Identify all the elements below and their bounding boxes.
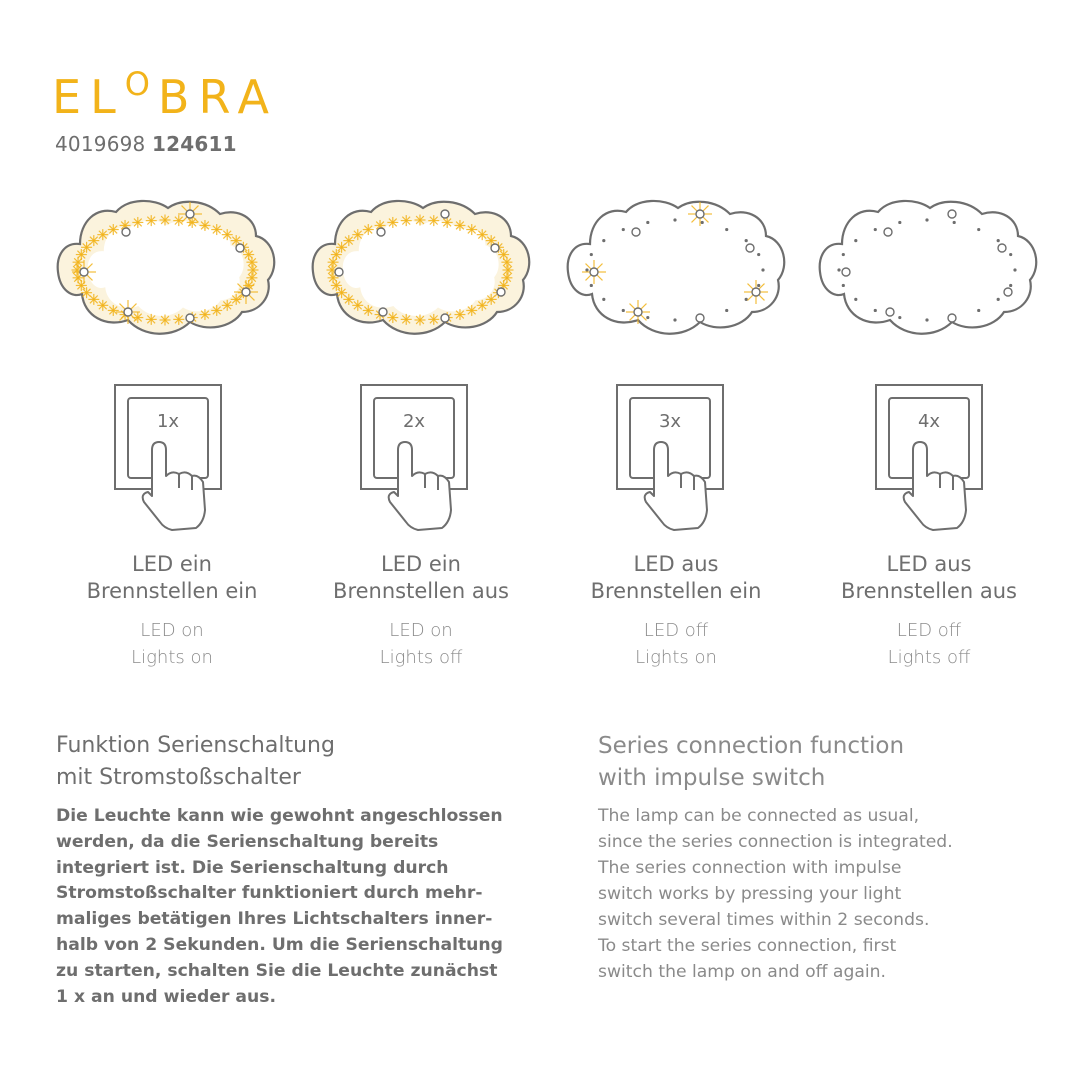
- state-de-line1: LED ein: [132, 552, 212, 576]
- press-count-label-2: 2x: [402, 411, 426, 432]
- cloud-lamp-icon-1: [50, 192, 280, 348]
- press-count-label-1: 1x: [156, 411, 180, 432]
- state-de-line2: Brennstellen ein: [86, 579, 258, 603]
- description-body-de: Die Leuchte kann wie gewohnt angeschlossen werden, da die Serienschaltung bereits integriert ist. Die Serienschaltung durch Stromstoßschalter funktioniert durch mehr- maliges betätigen Ihres Lichtschalters inner- halb von 2 Sekunden. Um die Serienschaltung zu starten, schalten Sie die Leuchte zunächst 1 x an und wieder aus.: [56, 806, 503, 1007]
- state-label-en-2: [296, 617, 546, 671]
- ean-prefix: 4019698: [55, 132, 146, 156]
- state-label-de-3: [551, 551, 801, 605]
- state-en-line1: LED off: [643, 620, 709, 641]
- brand-right: BRA: [157, 70, 279, 124]
- state-de-line2: Brennstellen aus: [841, 579, 1017, 603]
- description-body-en: The lamp can be connected as usual, since the series connection is integrated. The series connection with impulse switch works by pressing your light switch several times within 2 seconds. To start the series connection, first switch the lamp on and off again.: [598, 806, 953, 982]
- state-en-line2: Lights on: [131, 647, 213, 668]
- description-title-de: Funktion Serienschaltung mit Stromstoßschalter: [56, 733, 335, 790]
- press-count-label-3: 3x: [658, 411, 682, 432]
- state-en-line1: LED on: [140, 620, 204, 641]
- state-en-line1: LED on: [389, 620, 453, 641]
- state-de-line1: LED ein: [381, 552, 461, 576]
- article-number: 124611: [152, 132, 237, 156]
- state-de-line2: Brennstellen aus: [333, 579, 509, 603]
- state-en-line2: Lights on: [635, 647, 717, 668]
- state-de-line1: LED aus: [633, 552, 719, 576]
- cloud-lamp-icon-2: [305, 192, 535, 348]
- brand-wordmark: [52, 65, 279, 124]
- state-label-de-1: [47, 551, 297, 605]
- press-count-label-4: 4x: [917, 411, 941, 432]
- light-switch-icon-3: [614, 382, 734, 542]
- light-switch-icon-4: [873, 382, 993, 542]
- product-code: [55, 132, 237, 156]
- state-de-line2: Brennstellen ein: [590, 579, 762, 603]
- state-label-en-3: [551, 617, 801, 671]
- light-switch-icon-2: [358, 382, 478, 542]
- state-en-line1: LED off: [896, 620, 962, 641]
- state-en-line2: Lights off: [887, 647, 971, 668]
- brand-raised-o: O: [124, 65, 158, 103]
- brand-left: EL: [52, 70, 125, 124]
- state-label-en-4: [804, 617, 1054, 671]
- state-de-line1: LED aus: [886, 552, 972, 576]
- state-label-de-2: [296, 551, 546, 605]
- cloud-lamp-icon-3: [560, 192, 790, 348]
- state-label-en-1: [47, 617, 297, 671]
- cloud-lamp-icon-4: [812, 192, 1042, 348]
- state-label-de-4: [804, 551, 1054, 605]
- state-en-line2: Lights off: [379, 647, 463, 668]
- description-title-en: Series connection function with impulse switch: [598, 733, 905, 791]
- light-switch-icon-1: [112, 382, 232, 542]
